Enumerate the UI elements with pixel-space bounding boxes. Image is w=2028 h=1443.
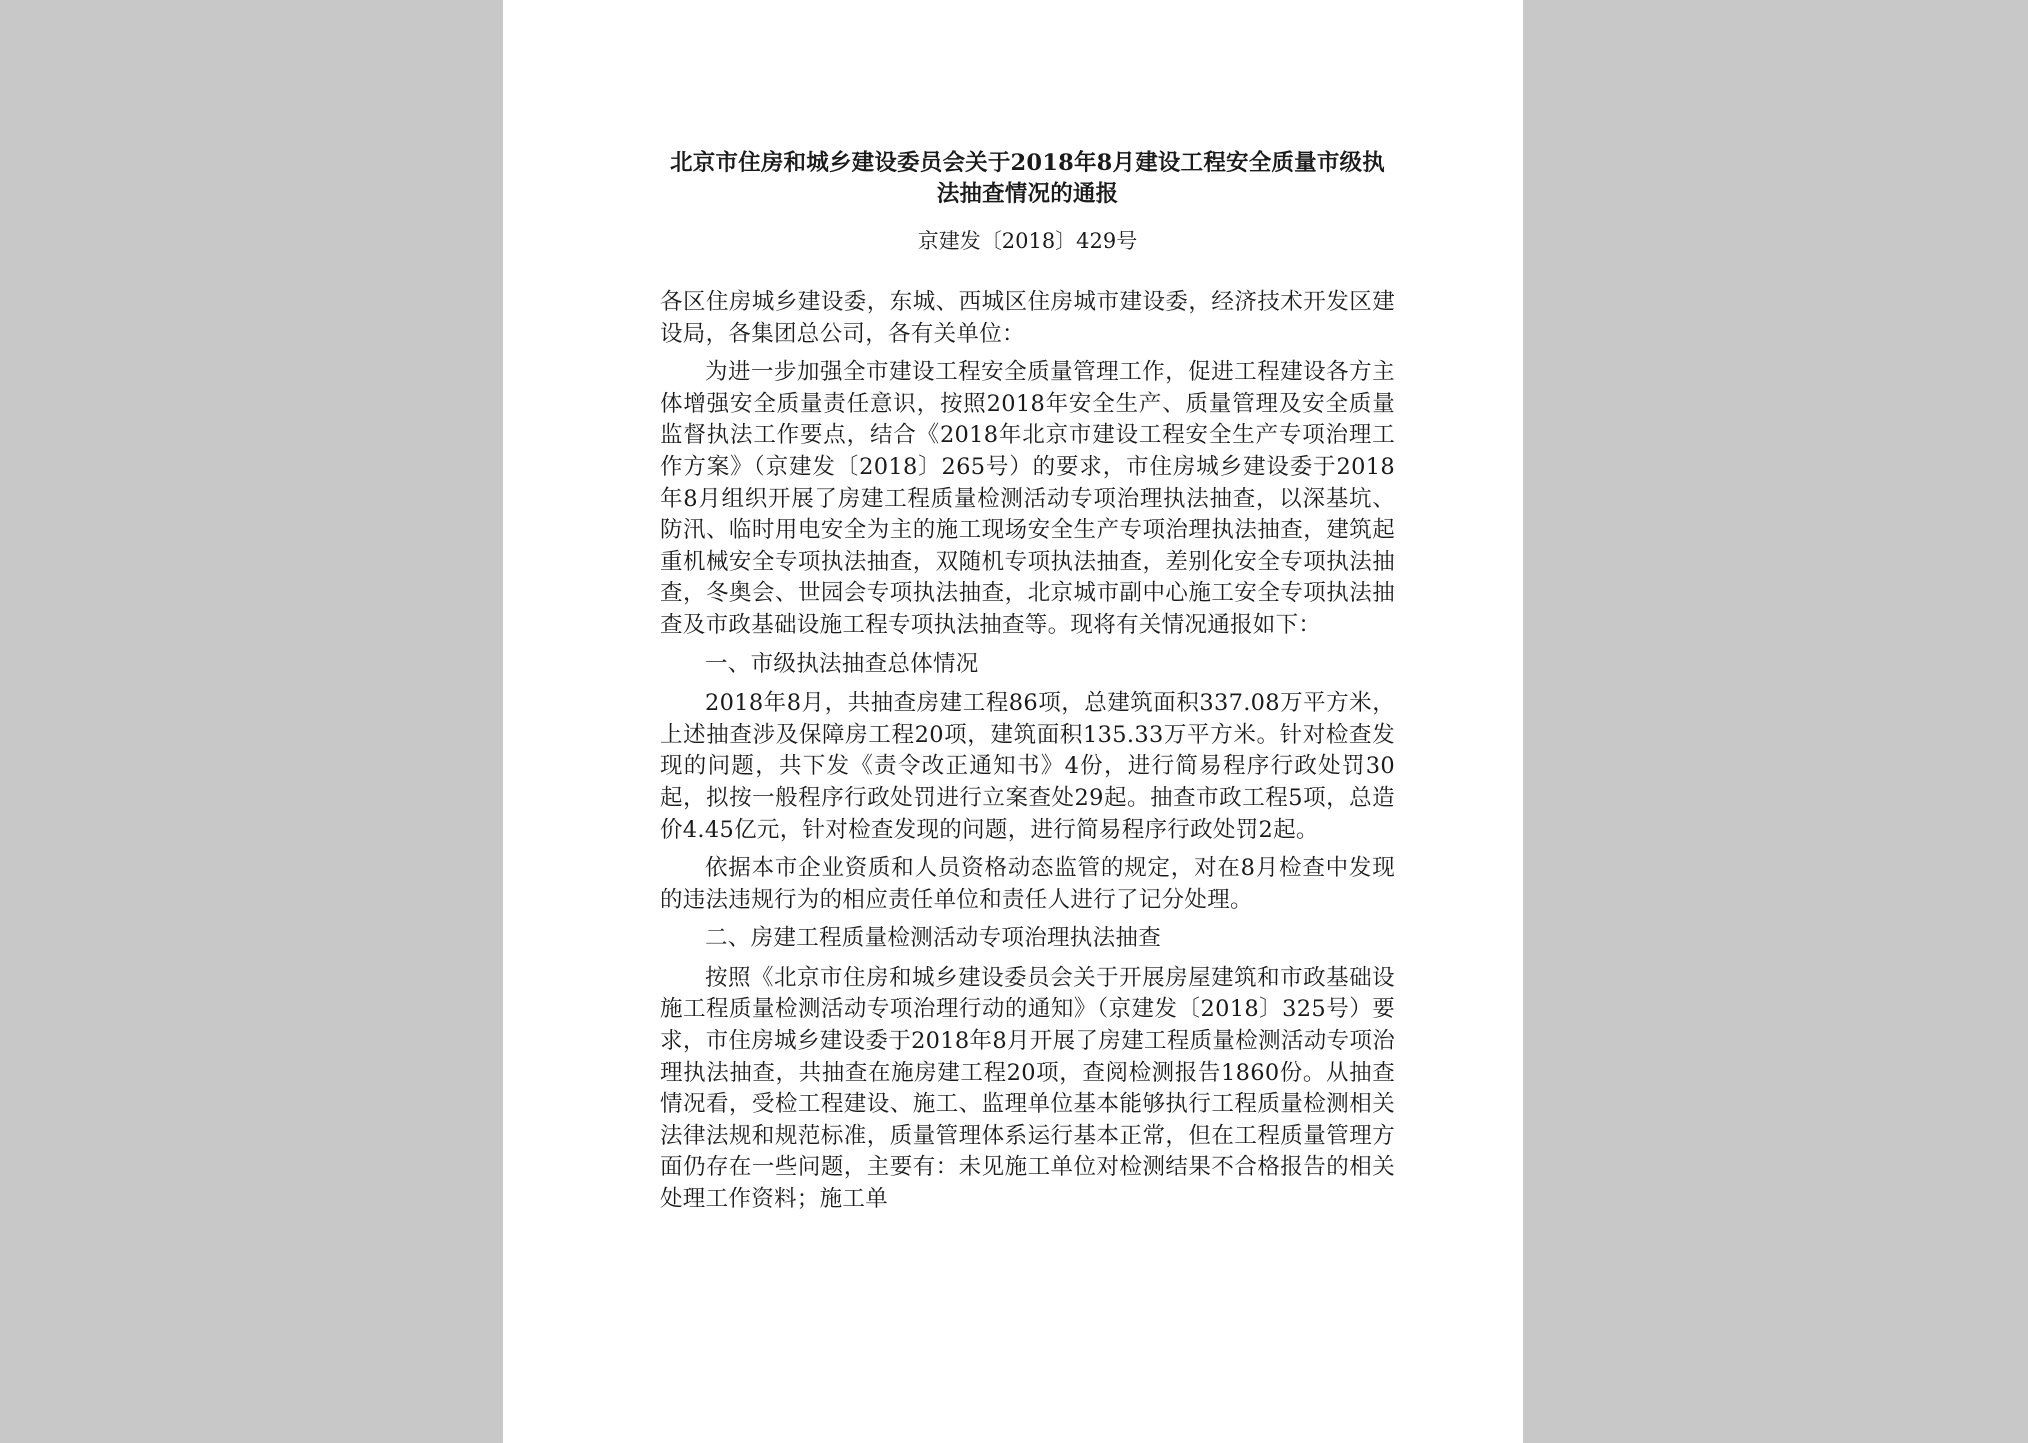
intro-paragraph: 为进一步加强全市建设工程安全质量管理工作，促进工程建设各方主体增强安全质量责任意识，按照2018年安全生产、质量管理及安全质量监督执法工作要点，结合《2018年北京市建设工程安全生产专项治理工作方案》（京建发〔2018〕265号）的要求，市住房城乡建设委于2018年8月组织开展了房建工程质量检测活动专项治理执法抽查，以深基坑、防汛、临时用电安全为主的施工现场安全生产专项治理执法抽查，建筑起重机械安全专项执法抽查，双随机专项执法抽查，差别化安全专项执法抽查，冬奥会、世园会专项执法抽查，北京城市副中心施工安全专项执法抽查及市政基础设施工程专项执法抽查等。现将有关情况通报如下： <box>660 359 1395 638</box>
body-paragraph: 2018年8月，共抽查房建工程86项，总建筑面积337.08万平方米，上述抽查涉及保障房工程20项，建筑面积135.33万平方米。针对检查发现的问题，共下发《责令改正通知书》4份，进行简易程序行政处罚30起，拟按一般程序行政处罚进行立案查处29起。抽查市政工程5项，总造价4.45亿元，针对检查发现的问题，进行简易程序行政处罚2起。 <box>660 690 1395 843</box>
addressee-paragraph: 各区住房城乡建设委，东城、西城区住房城市建设委，经济技术开发区建设局，各集团总公司，各有关单位： <box>660 289 1395 347</box>
document-content <box>660 148 1395 1223</box>
body-paragraph: 按照《北京市住房和城乡建设委员会关于开展房屋建筑和市政基础设施工程质量检测活动专项治理行动的通知》（京建发〔2018〕325号）要求，市住房城乡建设委于2018年8月开展了房建工程质量检测活动专项治理执法抽查，共抽查在施房建工程20项，查阅检测报告1860份。从抽查情况看，受检工程建设、施工、监理单位基本能够执行工程质量检测相关法律法规和规范标准，质量管理体系运行基本正常，但在工程质量管理方面仍存在一些问题，主要有：未见施工单位对检测结果不合格报告的相关处理工作资料；施工单 <box>660 964 1395 1213</box>
document-number: 京建发〔2018〕429号 <box>917 229 1138 253</box>
section-heading-2: 二、房建工程质量检测活动专项治理执法抽查 <box>705 925 1162 952</box>
document-title: 北京市住房和城乡建设委员会关于2018年8月建设工程安全质量市级执法抽查情况的通报 <box>670 150 1385 207</box>
section-heading-1: 一、市级执法抽查总体情况 <box>705 650 979 677</box>
document-page <box>503 0 1523 1443</box>
body-paragraph: 依据本市企业资质和人员资格动态监管的规定，对在8月检查中发现的违法违规行为的相应责任单位和责任人进行了记分处理。 <box>660 855 1395 913</box>
